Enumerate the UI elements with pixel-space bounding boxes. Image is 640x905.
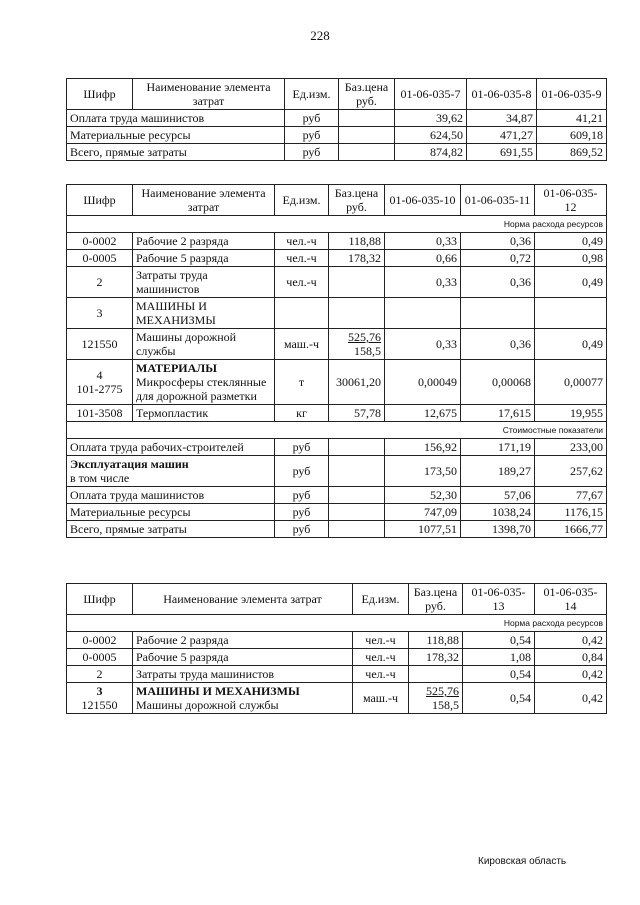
row-name: Эксплуатация машин	[70, 457, 189, 471]
header-column: 01-06-035-7	[395, 79, 467, 110]
header-code: Шифр	[67, 584, 133, 615]
header-code: Шифр	[67, 185, 133, 216]
row-name: Оплата труда машинистов	[67, 487, 275, 504]
row-value: 1666,77	[535, 521, 607, 538]
row-unit: маш.-ч	[353, 683, 409, 714]
row-code: 0-0002	[67, 632, 133, 649]
row-name: Всего, прямые затраты	[67, 521, 275, 538]
header-name: Наименование элемента затрат	[133, 79, 285, 110]
row-unit: руб	[285, 144, 339, 161]
price-secondary: 158,5	[354, 344, 381, 358]
row-value: 0,66	[385, 250, 461, 267]
row-value: 17,615	[461, 405, 535, 422]
row-price: 178,32	[329, 250, 385, 267]
row-unit: чел.-ч	[353, 666, 409, 683]
row-unit: руб	[275, 456, 329, 487]
empty-cell	[461, 298, 535, 329]
row-value: 0,42	[535, 666, 607, 683]
row-code: 2	[67, 267, 133, 298]
row-code: 0-0005	[67, 649, 133, 666]
row-unit: руб	[285, 127, 339, 144]
empty-cell	[385, 298, 461, 329]
table-row	[67, 521, 607, 538]
table-row	[67, 127, 607, 144]
row-code: 0-0005	[67, 250, 133, 267]
cost-table-2	[66, 184, 607, 538]
row-value: 77,67	[535, 487, 607, 504]
header-column: 01-06-035-13	[463, 584, 535, 615]
group-name: МАШИНЫ И МЕХАНИЗМЫ	[136, 684, 300, 698]
row-value: 0,42	[535, 683, 607, 714]
row-value: 0,36	[461, 267, 535, 298]
row-value: 0,00077	[535, 360, 607, 405]
table-row	[67, 632, 607, 649]
row-value: 1398,70	[461, 521, 535, 538]
row-name: Затраты труда машинистов	[133, 267, 275, 298]
row-value: 34,87	[467, 110, 537, 127]
row-price	[329, 329, 385, 360]
row-name: Материальные ресурсы	[67, 127, 285, 144]
cost-label: Стоимостные показатели	[67, 422, 607, 439]
row-value: 0,49	[535, 233, 607, 250]
row-value: 1038,24	[461, 504, 535, 521]
materials-code-cell	[67, 360, 133, 405]
group-code: 4	[96, 368, 103, 382]
table-header-row	[67, 79, 607, 110]
row-unit: руб	[275, 521, 329, 538]
empty-cell	[329, 487, 385, 504]
row-value: 257,62	[535, 456, 607, 487]
row-unit: кг	[275, 405, 329, 422]
row-price: 178,32	[409, 649, 463, 666]
empty-cell	[329, 521, 385, 538]
empty-cell	[339, 110, 395, 127]
empty-cell	[339, 144, 395, 161]
row-value: 0,33	[385, 233, 461, 250]
row-value: 39,62	[395, 110, 467, 127]
row-name: Рабочие 2 разряда	[133, 632, 353, 649]
table-row	[67, 110, 607, 127]
footer-region: Кировская область	[478, 856, 567, 867]
row-code: 101-3508	[67, 405, 133, 422]
empty-cell	[339, 127, 395, 144]
table-row	[67, 504, 607, 521]
row-unit: т	[275, 360, 329, 405]
empty-cell	[329, 298, 385, 329]
header-base-price: Баз.цена руб.	[409, 584, 463, 615]
row-value: 874,82	[395, 144, 467, 161]
row-name: Рабочие 5 разряда	[133, 250, 275, 267]
row-unit: руб	[275, 504, 329, 521]
row-price: 57,78	[329, 405, 385, 422]
header-name: Наименование элемента затрат	[133, 185, 275, 216]
row-value: 0,33	[385, 267, 461, 298]
row-value: 0,42	[535, 632, 607, 649]
group-code: 3	[96, 684, 103, 698]
table-row	[67, 666, 607, 683]
row-value: 747,09	[385, 504, 461, 521]
empty-cell	[535, 298, 607, 329]
row-value: 1176,15	[535, 504, 607, 521]
row-code: 101-2775	[76, 382, 123, 396]
row-value: 0,36	[461, 233, 535, 250]
row-unit: руб	[285, 110, 339, 127]
row-value: 691,55	[467, 144, 537, 161]
group-name: МАШИНЫ И МЕХАНИЗМЫ	[133, 298, 275, 329]
price-main: 525,76	[348, 330, 381, 344]
row-value: 0,72	[461, 250, 535, 267]
machines-name-cell	[133, 683, 353, 714]
row-price: 30061,20	[329, 360, 385, 405]
row-unit: чел.-ч	[353, 649, 409, 666]
row-value: 173,50	[385, 456, 461, 487]
row-code: 2	[67, 666, 133, 683]
row-value: 19,955	[535, 405, 607, 422]
row-subtitle: в том числе	[70, 471, 130, 485]
row-name-cell	[67, 456, 275, 487]
table-row	[67, 439, 607, 456]
header-name: Наименование элемента затрат	[133, 584, 353, 615]
price-secondary: 158,5	[432, 698, 459, 712]
row-name: Всего, прямые затраты	[67, 144, 285, 161]
header-base-price: Баз.цена руб.	[339, 79, 395, 110]
group-row	[67, 298, 607, 329]
row-code: 121550	[67, 329, 133, 360]
row-value: 57,06	[461, 487, 535, 504]
section-label-row	[67, 422, 607, 439]
row-value: 0,49	[535, 267, 607, 298]
empty-cell	[329, 504, 385, 521]
materials-name-cell	[133, 360, 275, 405]
row-code: 0-0002	[67, 233, 133, 250]
table-row	[67, 405, 607, 422]
section-label-row	[67, 615, 607, 632]
empty-cell	[329, 439, 385, 456]
row-price	[409, 666, 463, 683]
cost-table-1	[66, 78, 607, 161]
row-name: Рабочие 5 разряда	[133, 649, 353, 666]
page-number: 228	[310, 28, 330, 43]
row-value: 0,54	[463, 632, 535, 649]
row-value: 869,52	[537, 144, 607, 161]
row-price	[409, 683, 463, 714]
row-name: Оплата труда рабочих-строителей	[67, 439, 275, 456]
machines-code-cell	[67, 683, 133, 714]
group-name: МАТЕРИАЛЫ	[136, 361, 217, 375]
header-unit: Ед.изм.	[275, 185, 329, 216]
header-column: 01-06-035-14	[535, 584, 607, 615]
row-value: 41,21	[537, 110, 607, 127]
row-unit: руб	[275, 487, 329, 504]
row-price: 118,88	[329, 233, 385, 250]
table-row	[67, 456, 607, 487]
row-value: 156,92	[385, 439, 461, 456]
row-name: Термопластик	[133, 405, 275, 422]
price-main: 525,76	[426, 684, 459, 698]
header-unit: Ед.изм.	[353, 584, 409, 615]
row-value: 0,00049	[385, 360, 461, 405]
row-value: 1,08	[463, 649, 535, 666]
row-value: 624,50	[395, 127, 467, 144]
row-value: 0,36	[461, 329, 535, 360]
row-value: 471,27	[467, 127, 537, 144]
table-row	[67, 144, 607, 161]
table-row	[67, 649, 607, 666]
table-header-row	[67, 584, 607, 615]
row-code: 121550	[81, 698, 118, 712]
row-name: Затраты труда машинистов	[133, 666, 353, 683]
table-row	[67, 233, 607, 250]
empty-cell	[275, 298, 329, 329]
row-value: 1077,51	[385, 521, 461, 538]
table-row	[67, 487, 607, 504]
row-value: 233,00	[535, 439, 607, 456]
table-header-row	[67, 185, 607, 216]
row-value: 0,98	[535, 250, 607, 267]
header-column: 01-06-035-9	[537, 79, 607, 110]
row-name: Машины дорожной службы	[133, 329, 275, 360]
header-unit: Ед.изм.	[285, 79, 339, 110]
row-unit: руб	[275, 439, 329, 456]
row-value: 0,84	[535, 649, 607, 666]
row-value: 189,27	[461, 456, 535, 487]
section-label-row	[67, 216, 607, 233]
cost-table-3	[66, 583, 607, 714]
row-price: 118,88	[409, 632, 463, 649]
table-row	[67, 250, 607, 267]
row-value: 0,00068	[461, 360, 535, 405]
table-row	[67, 267, 607, 298]
row-value: 0,54	[463, 666, 535, 683]
row-value: 0,49	[535, 329, 607, 360]
row-value: 0,33	[385, 329, 461, 360]
row-name: Машины дорожной службы	[136, 698, 279, 712]
row-value: 0,54	[463, 683, 535, 714]
row-value: 171,19	[461, 439, 535, 456]
header-base-price: Баз.цена руб.	[329, 185, 385, 216]
row-unit: чел.-ч	[353, 632, 409, 649]
row-unit: маш.-ч	[275, 329, 329, 360]
empty-cell	[329, 456, 385, 487]
norm-label: Норма расхода ресурсов	[67, 216, 607, 233]
header-column: 01-06-035-11	[461, 185, 535, 216]
row-name: Оплата труда машинистов	[67, 110, 285, 127]
group-code: 3	[67, 298, 133, 329]
header-column: 01-06-035-10	[385, 185, 461, 216]
table-row	[67, 683, 607, 714]
row-name: Микросферы стеклянные для дорожной разметки	[136, 375, 267, 403]
norm-label: Норма расхода ресурсов	[67, 615, 607, 632]
row-value: 52,30	[385, 487, 461, 504]
row-unit: чел.-ч	[275, 267, 329, 298]
header-column: 01-06-035-12	[535, 185, 607, 216]
row-name: Материальные ресурсы	[67, 504, 275, 521]
header-column: 01-06-035-8	[467, 79, 537, 110]
row-name: Рабочие 2 разряда	[133, 233, 275, 250]
header-code: Шифр	[67, 79, 133, 110]
row-unit: чел.-ч	[275, 233, 329, 250]
group-row	[67, 360, 607, 405]
row-price	[329, 267, 385, 298]
row-unit: чел.-ч	[275, 250, 329, 267]
row-value: 609,18	[537, 127, 607, 144]
row-value: 12,675	[385, 405, 461, 422]
table-row	[67, 329, 607, 360]
